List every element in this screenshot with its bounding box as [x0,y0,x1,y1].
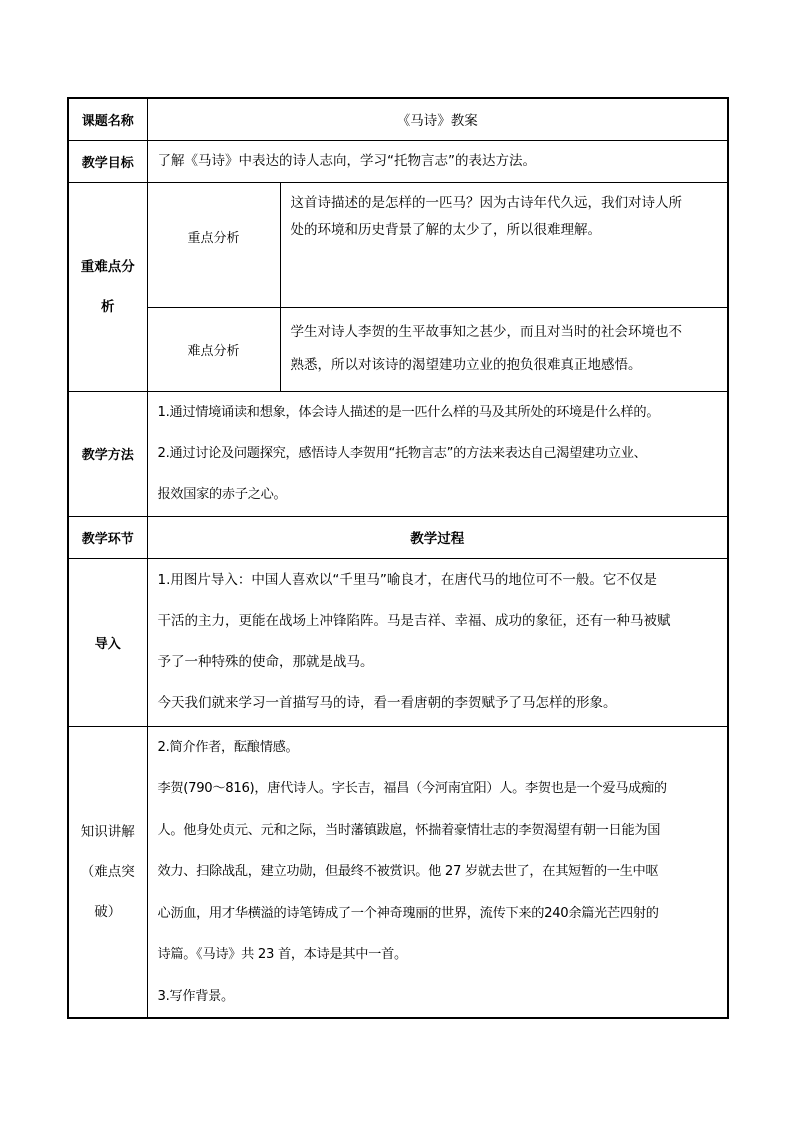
process-stage-label: 教学环节 [68,516,147,558]
intro-text [147,558,728,726]
difficult-analysis-text [280,307,728,391]
knowledge-line: 人。他身处贞元、元和之际，当时藩镇跋扈，怀揣着豪情壮志的李贺渴望有朝一日能为国 [157,822,661,838]
row-process-header [68,516,728,558]
intro-line: 今天我们就来学习一首描写马的诗，看一看唐朝的李贺赋予了马怎样的形象。 [157,695,617,711]
key-analysis-label: 重点分析 [147,182,280,307]
course-name-label: 课题名称 [68,98,147,140]
method-text [147,391,728,516]
row-knowledge [68,726,728,1018]
intro-label: 导入 [68,558,147,726]
lesson-plan-table [67,97,729,1019]
intro-line: 1.用图片导入：中国人喜欢以“千里马”喻良才，在唐代马的地位可不一般。它不仅是 [157,572,657,588]
difficult-analysis-line: 熟悉，所以对该诗的渴望建功立业的抱负很难真正地感悟。 [290,357,642,373]
knowledge-label-line2: （难点突 [80,863,135,880]
analysis-label-line1: 重难点分 [80,258,135,275]
method-line: 1.通过情境诵读和想象，体会诗人描述的是一匹什么样的马及其所处的环境是什么样的。 [157,405,660,420]
process-title: 教学过程 [147,516,728,558]
goal-value: 了解《马诗》中表达的诗人志向，学习“托物言志”的表达方法。 [147,140,728,182]
row-key-analysis [68,182,728,307]
difficult-analysis-line: 学生对诗人李贺的生平故事知之甚少，而且对当时的社会环境也不 [290,324,682,340]
knowledge-label [68,726,147,1018]
row-method [68,391,728,516]
knowledge-line: 诗篇。《马诗》共 23 首，本诗是其中一首。 [157,947,407,962]
row-difficult-analysis [68,307,728,391]
difficult-analysis-label: 难点分析 [147,307,280,391]
intro-line: 干活的主力，更能在战场上冲锋陷阵。马是吉祥、幸福、成功的象征，还有一种马被赋 [157,613,671,629]
method-line: 报效国家的赤子之心。 [157,487,287,502]
knowledge-label-line1: 知识讲解 [80,823,135,840]
knowledge-label-line3: 破） [94,903,122,920]
method-line: 2.通过讨论及问题探究，感悟诗人李贺用“托物言志”的方法来表达自己渴望建功立业、 [157,446,647,461]
method-label: 教学方法 [68,391,147,516]
goal-label: 教学目标 [68,140,147,182]
knowledge-line: 3.写作背景。 [157,988,234,1004]
row-goal [68,140,728,182]
key-analysis-text [280,182,728,307]
knowledge-text [147,726,728,1018]
key-analysis-line: 处的环境和历史背景了解的太少了，所以很难理解。 [290,221,601,238]
intro-line: 予了一种特殊的使命，那就是战马。 [157,654,374,670]
analysis-label-line2: 析 [101,298,115,315]
row-intro [68,558,728,726]
key-analysis-line: 这首诗描述的是怎样的一匹马？因为古诗年代久远，我们对诗人所 [290,194,682,211]
knowledge-line: 效力、扫除战乱，建立功勋，但最终不被赏识。他 27 岁就去世了，在其短暂的一生中呕 [157,864,659,879]
row-course-name [68,98,728,140]
knowledge-line: 心沥血，用才华横溢的诗笔铸成了一个神奇瑰丽的世界，流传下来的240余篇光芒四射的 [157,905,659,921]
knowledge-line: 李贺(790～816)，唐代诗人。字长吉，福昌（今河南宜阳）人。李贺也是一个爱马成痴的 [157,781,667,796]
analysis-label [68,182,147,391]
knowledge-line: 2.简介作者，酝酿情感。 [157,739,299,755]
course-name-value: 《马诗》教案 [147,98,728,140]
